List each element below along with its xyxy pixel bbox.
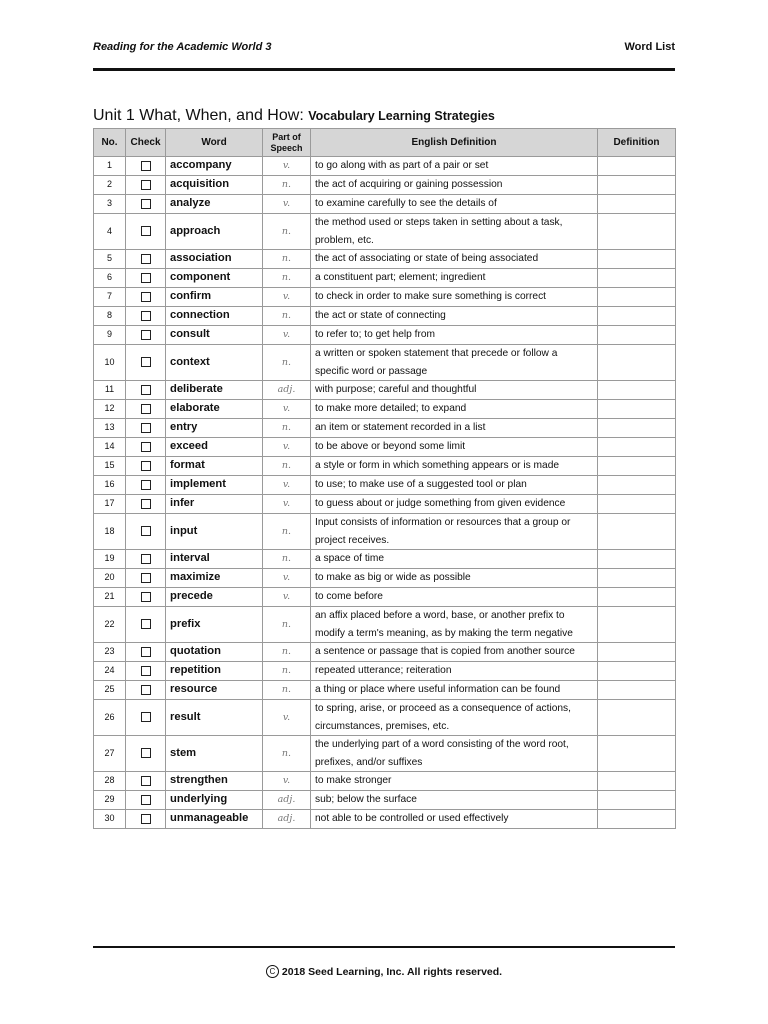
part-of-speech: v. (263, 495, 311, 514)
english-definition: to examine carefully to see the details of (311, 195, 598, 214)
english-definition: to make more detailed; to expand (311, 400, 598, 419)
part-of-speech: n. (263, 662, 311, 681)
table-row (94, 681, 676, 700)
table-row (94, 607, 676, 643)
english-definition: a sentence or passage that is copied from another source (311, 643, 598, 662)
table-row (94, 495, 676, 514)
definition-blank[interactable] (598, 195, 676, 214)
vocab-word: format (166, 457, 263, 476)
checkbox[interactable] (141, 814, 151, 824)
check-cell (126, 791, 166, 810)
copyright-text: 2018 Seed Learning, Inc. All rights reserved. (281, 966, 503, 978)
row-number: 10 (94, 345, 126, 381)
definition-blank[interactable] (598, 176, 676, 195)
table-row (94, 662, 676, 681)
english-definition: to spring, arise, or proceed as a consequence of actions, circumstances, premises, etc. (311, 700, 598, 736)
row-number: 7 (94, 288, 126, 307)
row-number: 15 (94, 457, 126, 476)
row-number: 22 (94, 607, 126, 643)
row-number: 12 (94, 400, 126, 419)
table-header-row (94, 129, 676, 157)
english-definition: the act or state of connecting (311, 307, 598, 326)
row-number: 28 (94, 772, 126, 791)
table-row (94, 736, 676, 772)
row-number: 14 (94, 438, 126, 457)
checkbox[interactable] (141, 748, 151, 758)
definition-blank[interactable] (598, 791, 676, 810)
part-of-speech: v. (263, 195, 311, 214)
check-cell (126, 550, 166, 569)
vocab-word: infer (166, 495, 263, 514)
vocab-word: component (166, 269, 263, 288)
row-number: 25 (94, 681, 126, 700)
vocab-word: implement (166, 476, 263, 495)
definition-blank[interactable] (598, 269, 676, 288)
english-definition: a constituent part; element; ingredient (311, 269, 598, 288)
part-of-speech: v. (263, 438, 311, 457)
english-definition: Input consists of information or resources that a group or project receives. (311, 514, 598, 550)
part-of-speech: adj. (263, 791, 311, 810)
section-label: Word List (624, 41, 675, 53)
checkbox[interactable] (141, 776, 151, 786)
check-cell (126, 400, 166, 419)
checkbox[interactable] (141, 666, 151, 676)
row-number: 6 (94, 269, 126, 288)
definition-blank[interactable] (598, 662, 676, 681)
check-cell (126, 419, 166, 438)
checkbox[interactable] (141, 573, 151, 583)
part-of-speech: n. (263, 643, 311, 662)
part-of-speech: v. (263, 476, 311, 495)
vocab-word: deliberate (166, 381, 263, 400)
table-row (94, 345, 676, 381)
definition-blank[interactable] (598, 681, 676, 700)
definition-blank[interactable] (598, 326, 676, 345)
part-of-speech: n. (263, 681, 311, 700)
row-number: 5 (94, 250, 126, 269)
vocab-word: stem (166, 736, 263, 772)
header-word: Word (166, 129, 263, 157)
part-of-speech: v. (263, 326, 311, 345)
part-of-speech: n. (263, 176, 311, 195)
check-cell (126, 681, 166, 700)
table-row (94, 588, 676, 607)
english-definition: repeated utterance; reiteration (311, 662, 598, 681)
english-definition: to go along with as part of a pair or set (311, 157, 598, 176)
check-cell (126, 345, 166, 381)
table-row (94, 288, 676, 307)
table-row (94, 419, 676, 438)
english-definition: a written or spoken statement that precede or follow a specific word or passage (311, 345, 598, 381)
vocab-word: resource (166, 681, 263, 700)
table-body (94, 157, 676, 829)
header-divider (93, 68, 675, 71)
header-pos-line1: Part of (272, 131, 301, 142)
english-definition: the act of acquiring or gaining possession (311, 176, 598, 195)
check-cell (126, 607, 166, 643)
checkbox[interactable] (141, 311, 151, 321)
part-of-speech: n. (263, 269, 311, 288)
vocab-word: result (166, 700, 263, 736)
definition-blank[interactable] (598, 495, 676, 514)
table-row (94, 810, 676, 829)
unit-title: Unit 1 What, When, and How: (93, 107, 304, 124)
vocab-word: unmanageable (166, 810, 263, 829)
table-row (94, 381, 676, 400)
table-row (94, 569, 676, 588)
part-of-speech: v. (263, 288, 311, 307)
row-number: 13 (94, 419, 126, 438)
vocab-word: approach (166, 214, 263, 250)
vocab-word: maximize (166, 569, 263, 588)
english-definition: a style or form in which something appears or is made (311, 457, 598, 476)
checkbox[interactable] (141, 273, 151, 283)
check-cell (126, 772, 166, 791)
part-of-speech: v. (263, 588, 311, 607)
vocab-word: exceed (166, 438, 263, 457)
part-of-speech: v. (263, 772, 311, 791)
checkbox[interactable] (141, 199, 151, 209)
part-of-speech: n. (263, 419, 311, 438)
vocab-word: interval (166, 550, 263, 569)
header-pos-line2: Speech (270, 142, 303, 153)
vocab-word: confirm (166, 288, 263, 307)
table-row (94, 195, 676, 214)
checkbox[interactable] (141, 357, 151, 367)
book-title: Reading for the Academic World 3 (93, 41, 272, 53)
check-cell (126, 700, 166, 736)
english-definition: the underlying part of a word consisting of the word root, prefixes, and/or suffixes (311, 736, 598, 772)
table-row (94, 157, 676, 176)
row-number: 18 (94, 514, 126, 550)
check-cell (126, 569, 166, 588)
definition-blank[interactable] (598, 588, 676, 607)
checkbox[interactable] (141, 423, 151, 433)
check-cell (126, 326, 166, 345)
row-number: 26 (94, 700, 126, 736)
vocab-word: input (166, 514, 263, 550)
footer (0, 965, 768, 978)
checkbox[interactable] (141, 292, 151, 302)
part-of-speech: n. (263, 250, 311, 269)
checkbox[interactable] (141, 161, 151, 171)
checkbox[interactable] (141, 385, 151, 395)
check-cell (126, 588, 166, 607)
english-definition: sub; below the surface (311, 791, 598, 810)
english-definition: to refer to; to get help from (311, 326, 598, 345)
definition-blank[interactable] (598, 419, 676, 438)
row-number: 19 (94, 550, 126, 569)
check-cell (126, 195, 166, 214)
part-of-speech: v. (263, 400, 311, 419)
row-number: 2 (94, 176, 126, 195)
check-cell (126, 662, 166, 681)
checkbox[interactable] (141, 795, 151, 805)
vocab-word: accompany (166, 157, 263, 176)
checkbox[interactable] (141, 712, 151, 722)
checkbox[interactable] (141, 180, 151, 190)
english-definition: to use; to make use of a suggested tool or plan (311, 476, 598, 495)
part-of-speech: n. (263, 550, 311, 569)
part-of-speech: n. (263, 345, 311, 381)
definition-blank[interactable] (598, 400, 676, 419)
definition-blank[interactable] (598, 772, 676, 791)
vocab-word: consult (166, 326, 263, 345)
checkbox[interactable] (141, 647, 151, 657)
check-cell (126, 381, 166, 400)
english-definition: to make stronger (311, 772, 598, 791)
vocab-word: connection (166, 307, 263, 326)
vocab-word: strengthen (166, 772, 263, 791)
row-number: 27 (94, 736, 126, 772)
check-cell (126, 269, 166, 288)
unit-subtitle: Vocabulary Learning Strategies (308, 109, 495, 123)
row-number: 1 (94, 157, 126, 176)
page-title (93, 107, 495, 125)
part-of-speech: n. (263, 214, 311, 250)
part-of-speech: adj. (263, 810, 311, 829)
definition-blank[interactable] (598, 810, 676, 829)
check-cell (126, 438, 166, 457)
definition-blank[interactable] (598, 214, 676, 250)
checkbox[interactable] (141, 592, 151, 602)
english-definition: an affix placed before a word, base, or another prefix to modify a term's meaning, as by making the term negative (311, 607, 598, 643)
header-english-definition: English Definition (311, 129, 598, 157)
row-number: 4 (94, 214, 126, 250)
check-cell (126, 736, 166, 772)
definition-blank[interactable] (598, 643, 676, 662)
checkbox[interactable] (141, 404, 151, 414)
check-cell (126, 476, 166, 495)
part-of-speech: adj. (263, 381, 311, 400)
part-of-speech: n. (263, 736, 311, 772)
english-definition: a thing or place where useful information can be found (311, 681, 598, 700)
definition-blank[interactable] (598, 476, 676, 495)
definition-blank[interactable] (598, 569, 676, 588)
check-cell (126, 214, 166, 250)
header-no: No. (94, 129, 126, 157)
checkbox[interactable] (141, 499, 151, 509)
header-check: Check (126, 129, 166, 157)
english-definition: an item or statement recorded in a list (311, 419, 598, 438)
definition-blank[interactable] (598, 288, 676, 307)
definition-blank[interactable] (598, 736, 676, 772)
vocab-word: context (166, 345, 263, 381)
check-cell (126, 176, 166, 195)
check-cell (126, 288, 166, 307)
vocab-word: association (166, 250, 263, 269)
row-number: 23 (94, 643, 126, 662)
table-row (94, 269, 676, 288)
definition-blank[interactable] (598, 345, 676, 381)
table-row (94, 326, 676, 345)
checkbox[interactable] (141, 554, 151, 564)
part-of-speech: n. (263, 607, 311, 643)
checkbox[interactable] (141, 330, 151, 340)
part-of-speech: v. (263, 700, 311, 736)
part-of-speech: n. (263, 307, 311, 326)
definition-blank[interactable] (598, 607, 676, 643)
row-number: 11 (94, 381, 126, 400)
checkbox[interactable] (141, 685, 151, 695)
vocab-word: acquisition (166, 176, 263, 195)
header-definition: Definition (598, 129, 676, 157)
table-row (94, 457, 676, 476)
check-cell (126, 307, 166, 326)
check-cell (126, 643, 166, 662)
vocab-word: underlying (166, 791, 263, 810)
vocab-word: repetition (166, 662, 263, 681)
english-definition: to come before (311, 588, 598, 607)
english-definition: not able to be controlled or used effectively (311, 810, 598, 829)
table-row (94, 700, 676, 736)
part-of-speech: v. (263, 569, 311, 588)
definition-blank[interactable] (598, 438, 676, 457)
row-number: 24 (94, 662, 126, 681)
definition-blank[interactable] (598, 700, 676, 736)
table-row (94, 550, 676, 569)
checkbox[interactable] (141, 254, 151, 264)
checkbox[interactable] (141, 461, 151, 471)
table-row (94, 476, 676, 495)
vocab-word: elaborate (166, 400, 263, 419)
definition-blank[interactable] (598, 250, 676, 269)
check-cell (126, 810, 166, 829)
definition-blank[interactable] (598, 457, 676, 476)
table-row (94, 250, 676, 269)
row-number: 3 (94, 195, 126, 214)
definition-blank[interactable] (598, 157, 676, 176)
english-definition: the method used or steps taken in setting about a task, problem, etc. (311, 214, 598, 250)
english-definition: to check in order to make sure something is correct (311, 288, 598, 307)
checkbox[interactable] (141, 442, 151, 452)
english-definition: a space of time (311, 550, 598, 569)
row-number: 30 (94, 810, 126, 829)
table-row (94, 772, 676, 791)
table-row (94, 307, 676, 326)
row-number: 21 (94, 588, 126, 607)
row-number: 29 (94, 791, 126, 810)
vocab-word: prefix (166, 607, 263, 643)
table-row (94, 176, 676, 195)
vocab-word: entry (166, 419, 263, 438)
check-cell (126, 514, 166, 550)
definition-blank[interactable] (598, 307, 676, 326)
check-cell (126, 250, 166, 269)
english-definition: the act of associating or state of being associated (311, 250, 598, 269)
table-row (94, 643, 676, 662)
footer-divider (93, 946, 675, 948)
check-cell (126, 495, 166, 514)
table-row (94, 400, 676, 419)
checkbox[interactable] (141, 480, 151, 490)
copyright-icon: C (266, 965, 279, 978)
definition-blank[interactable] (598, 381, 676, 400)
checkbox[interactable] (141, 526, 151, 536)
vocab-word: quotation (166, 643, 263, 662)
checkbox[interactable] (141, 226, 151, 236)
table-row (94, 791, 676, 810)
table-row (94, 214, 676, 250)
row-number: 17 (94, 495, 126, 514)
part-of-speech: n. (263, 514, 311, 550)
part-of-speech: n. (263, 457, 311, 476)
row-number: 16 (94, 476, 126, 495)
row-number: 20 (94, 569, 126, 588)
check-cell (126, 157, 166, 176)
row-number: 9 (94, 326, 126, 345)
header-part-of-speech (263, 129, 311, 157)
table-row (94, 438, 676, 457)
row-number: 8 (94, 307, 126, 326)
definition-blank[interactable] (598, 550, 676, 569)
definition-blank[interactable] (598, 514, 676, 550)
word-list-table (93, 128, 676, 829)
english-definition: to guess about or judge something from given evidence (311, 495, 598, 514)
check-cell (126, 457, 166, 476)
checkbox[interactable] (141, 619, 151, 629)
english-definition: to be above or beyond some limit (311, 438, 598, 457)
vocab-word: analyze (166, 195, 263, 214)
english-definition: with purpose; careful and thoughtful (311, 381, 598, 400)
table-row (94, 514, 676, 550)
english-definition: to make as big or wide as possible (311, 569, 598, 588)
part-of-speech: v. (263, 157, 311, 176)
vocab-word: precede (166, 588, 263, 607)
